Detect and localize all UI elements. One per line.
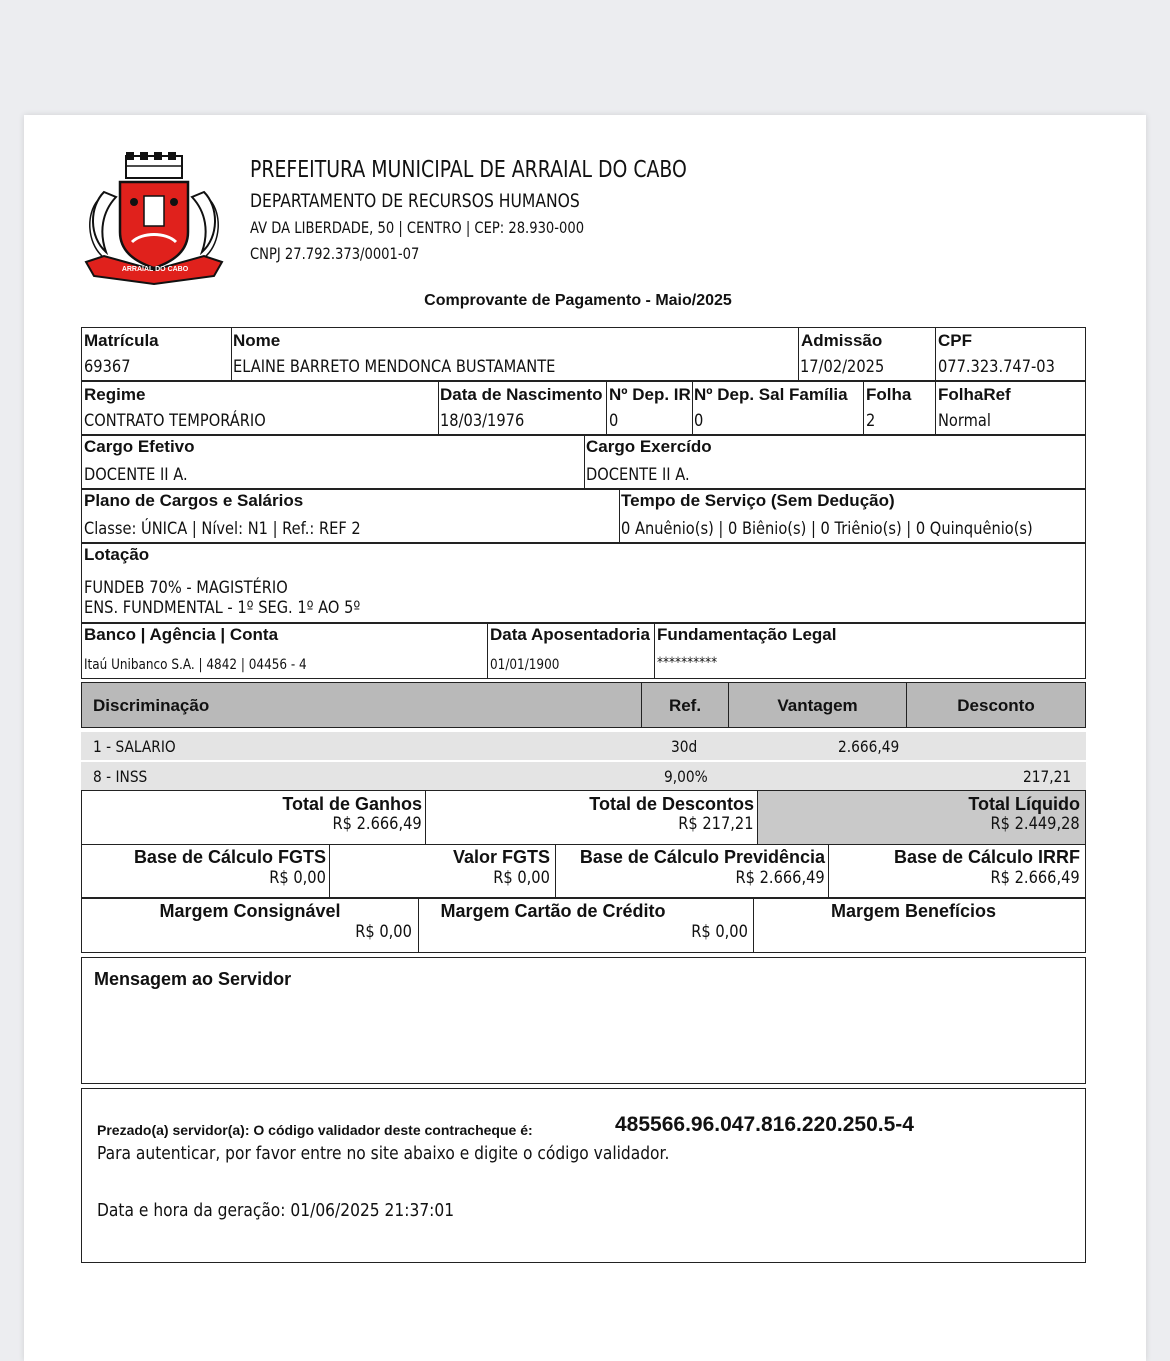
banco-value: Itaú Unibanco S.A. | 4842 | 04456 - 4 xyxy=(84,657,307,673)
plano-value: Classe: ÚNICA | Nível: N1 | Ref.: REF 2 xyxy=(84,519,361,539)
nascimento-label: Data de Nascimento xyxy=(440,385,603,404)
folha-value: 2 xyxy=(866,411,876,431)
department-name: DEPARTAMENTO DE RECURSOS HUMANOS xyxy=(250,190,580,212)
dep-sal-value: 0 xyxy=(694,411,704,431)
total-descontos-value: R$ 217,21 xyxy=(678,814,754,834)
org-address: AV DA LIBERDADE, 50 | CENTRO | CEP: 28.930-000 xyxy=(250,218,585,237)
regime-value: CONTRATO TEMPORÁRIO xyxy=(84,411,266,431)
total-ganhos-label: Total de Ganhos xyxy=(282,794,422,814)
tempo-value: 0 Anuênio(s) | 0 Biênio(s) | 0 Triênio(s) | 0 Quinquênio(s) xyxy=(621,519,1033,539)
bc-fgts-label: Base de Cálculo FGTS xyxy=(133,847,326,867)
row-2-desconto: 217,21 xyxy=(1023,767,1072,786)
nome-value: ELAINE BARRETO MENDONCA BUSTAMANTE xyxy=(233,357,556,377)
validation-intro: Prezado(a) servidor(a): O código validador deste contracheque é: xyxy=(97,1122,533,1138)
cargo-exercido-label: Cargo Exercído xyxy=(586,437,712,456)
lotacao-line-2: ENS. FUNDMENTAL - 1º SEG. 1º AO 5º xyxy=(84,598,361,618)
header-desconto: Desconto xyxy=(957,696,1035,715)
bc-irrf-label: Base de Cálculo IRRF xyxy=(893,847,1080,867)
nome-label: Nome xyxy=(233,331,281,350)
folha-label: Folha xyxy=(866,385,912,404)
nascimento-value: 18/03/1976 xyxy=(440,411,525,431)
cpf-value: 077.323.747-03 xyxy=(938,357,1055,377)
generation-timestamp: Data e hora da geração: 01/06/2025 21:37:01 xyxy=(97,1200,455,1221)
total-ganhos-value: R$ 2.666,49 xyxy=(332,814,422,834)
lotacao-label: Lotação xyxy=(84,545,150,564)
header-ref: Ref. xyxy=(668,696,702,715)
row-1-ref: 30d xyxy=(671,737,698,756)
dep-ir-value: 0 xyxy=(609,411,619,431)
bc-previdencia-label: Base de Cálculo Previdência xyxy=(579,847,825,867)
valor-fgts-value: R$ 0,00 xyxy=(493,868,550,888)
dep-ir-label: Nº Dep. IR xyxy=(609,385,691,404)
table-row xyxy=(81,732,1086,760)
matricula-label: Matrícula xyxy=(84,331,159,350)
cargo-exercido-value: DOCENTE II A. xyxy=(586,465,690,485)
plano-label: Plano de Cargos e Salários xyxy=(84,491,304,510)
margem-consignavel-label: Margem Consignável xyxy=(159,901,341,921)
fundamentacao-value: ********** xyxy=(657,655,718,671)
crest-ribbon-text: ARRAIAL DO CABO xyxy=(121,266,189,273)
row-2-ref: 9,00% xyxy=(664,767,708,786)
dep-sal-label: Nº Dep. Sal Família xyxy=(694,385,848,404)
fundamentacao-label: Fundamentação Legal xyxy=(657,625,837,644)
folharef-label: FolhaRef xyxy=(938,385,1011,404)
aposentadoria-value: 01/01/1900 xyxy=(490,657,560,673)
lotacao-line-1: FUNDEB 70% - MAGISTÉRIO xyxy=(84,578,288,598)
bc-irrf-value: R$ 2.666,49 xyxy=(990,868,1080,888)
admissao-label: Admissão xyxy=(801,331,883,350)
row-1-discriminacao: 1 - SALARIO xyxy=(93,737,176,756)
validation-instructions: Para autenticar, por favor entre no site abaixo e digite o código validador. xyxy=(97,1143,670,1164)
header-discriminacao: Discriminação xyxy=(93,696,210,715)
matricula-value: 69367 xyxy=(84,357,131,377)
validation-code: 485566.96.047.816.220.250.5-4 xyxy=(615,1113,914,1136)
bc-fgts-value: R$ 0,00 xyxy=(269,868,326,888)
tempo-label: Tempo de Serviço (Sem Dedução) xyxy=(621,491,895,510)
margem-cartao-label: Margem Cartão de Crédito xyxy=(440,901,666,921)
cargo-efetivo-label: Cargo Efetivo xyxy=(84,437,195,456)
row-1-vantagem: 2.666,49 xyxy=(838,737,900,756)
org-cnpj: CNPJ 27.792.373/0001-07 xyxy=(250,244,420,263)
banco-label: Banco | Agência | Conta xyxy=(84,625,279,644)
document-title: Comprovante de Pagamento - Maio/2025 xyxy=(424,292,732,309)
cargo-efetivo-value: DOCENTE II A. xyxy=(84,465,188,485)
row-2-discriminacao: 8 - INSS xyxy=(93,767,148,786)
admissao-value: 17/02/2025 xyxy=(800,357,885,377)
margem-cartao-value: R$ 0,00 xyxy=(691,922,748,942)
total-liquido-label: Total Líquido xyxy=(968,794,1080,814)
validation-box xyxy=(81,1088,1086,1263)
total-liquido-value: R$ 2.449,28 xyxy=(990,814,1080,834)
regime-label: Regime xyxy=(84,385,146,404)
aposentadoria-label: Data Aposentadoria xyxy=(490,625,650,644)
header-vantagem: Vantagem xyxy=(777,696,858,715)
org-name: PREFEITURA MUNICIPAL DE ARRAIAL DO CABO xyxy=(250,157,687,183)
table-row xyxy=(81,762,1086,790)
bc-previdencia-value: R$ 2.666,49 xyxy=(735,868,825,888)
total-descontos-label: Total de Descontos xyxy=(589,794,754,814)
cpf-label: CPF xyxy=(938,331,972,350)
valor-fgts-label: Valor FGTS xyxy=(452,847,550,867)
margem-beneficios-label: Margem Benefícios xyxy=(830,901,997,921)
folharef-value: Normal xyxy=(938,411,991,431)
margem-consignavel-value: R$ 0,00 xyxy=(355,922,412,942)
message-label: Mensagem ao Servidor xyxy=(94,969,292,989)
